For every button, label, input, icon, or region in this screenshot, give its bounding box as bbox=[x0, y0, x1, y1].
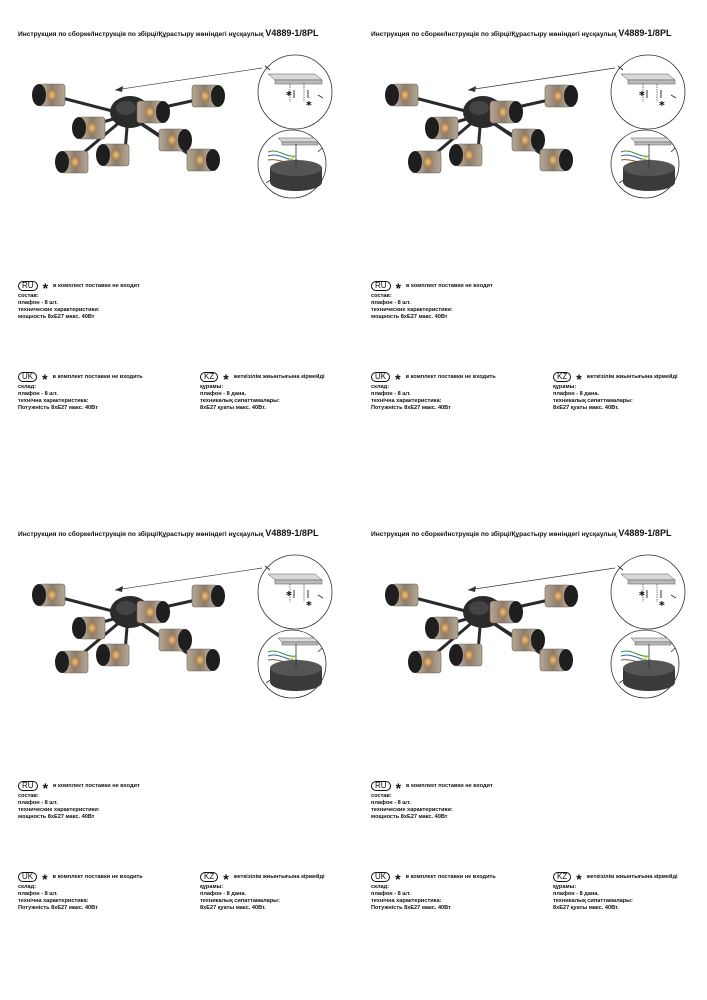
language-badge-ru: RU bbox=[18, 781, 38, 791]
language-badge-kz: KZ bbox=[200, 872, 218, 882]
spec-line: технічна характеристика: bbox=[18, 398, 89, 404]
not-included-note: в комплект поставки не входит bbox=[53, 282, 140, 289]
title-text: Инструкция по сборке/Інструкція по збірці/Құрастыру жөніндегі нұсқаулық bbox=[371, 531, 617, 538]
spec-line: плафон - 8 шт. bbox=[18, 891, 58, 897]
spec-line: технічна характеристика: bbox=[18, 898, 89, 904]
ru-section bbox=[18, 280, 140, 321]
spec-line: склад: bbox=[371, 384, 390, 390]
asterisk-icon: * bbox=[42, 780, 49, 796]
lamp-assembly-illustration bbox=[0, 540, 353, 700]
spec-line: мощность 8хЕ27 макс. 40Вт bbox=[371, 314, 448, 320]
spec-line: 8хЕ27 қуаты макс. 40Вт. bbox=[553, 905, 619, 911]
language-badge-ru: RU bbox=[18, 281, 38, 291]
language-badge-kz: KZ bbox=[200, 372, 218, 382]
spec-line: технічна характеристика: bbox=[371, 898, 442, 904]
spec-line: құрамы: bbox=[553, 384, 577, 390]
spec-line: плафон - 8 шт. bbox=[371, 891, 411, 897]
spec-line: плафон - 8 шт. bbox=[371, 300, 411, 306]
not-included-note: в комплект поставки не входить bbox=[52, 873, 143, 880]
uk-section bbox=[18, 371, 143, 412]
language-badge-uk: UK bbox=[371, 872, 390, 882]
asterisk-icon: * bbox=[576, 371, 582, 387]
asterisk-icon: * bbox=[223, 371, 229, 387]
spec-line: Потужність 8хЕ27 макс. 40Вт bbox=[18, 905, 98, 911]
spec-line: технічна характеристика: bbox=[371, 398, 442, 404]
spec-line: склад: bbox=[18, 884, 37, 890]
instruction-sheet bbox=[353, 500, 706, 1000]
ru-section bbox=[371, 780, 493, 821]
instruction-sheet bbox=[0, 0, 353, 500]
asterisk-icon: * bbox=[42, 280, 49, 296]
sheet-title bbox=[18, 28, 318, 38]
asterisk-icon: * bbox=[395, 280, 402, 296]
ru-section bbox=[18, 780, 140, 821]
kz-section bbox=[200, 371, 325, 412]
kz-section bbox=[200, 871, 325, 912]
spec-line: склад: bbox=[371, 884, 390, 890]
language-badge-uk: UK bbox=[18, 872, 37, 882]
kz-section bbox=[553, 871, 678, 912]
spec-line: техникалық сипаттамалары: bbox=[553, 398, 633, 404]
spec-line: техникалық сипаттамалары: bbox=[200, 398, 280, 404]
not-included-note: жеткізілім жиынтығына кірмейді bbox=[586, 373, 678, 380]
asterisk-icon: * bbox=[223, 871, 229, 887]
spec-line: плафон - 8 шт. bbox=[18, 800, 58, 806]
spec-line: плафон - 8 шт. bbox=[371, 391, 411, 397]
asterisk-icon: * bbox=[395, 780, 402, 796]
spec-line: технические характеристики: bbox=[371, 307, 453, 313]
asterisk-icon: * bbox=[395, 871, 401, 887]
not-included-note: жеткізілім жиынтығына кірмейді bbox=[233, 873, 325, 880]
spec-line: плафон - 8 дана. bbox=[200, 391, 247, 397]
language-badge-uk: UK bbox=[371, 372, 390, 382]
spec-line: Потужність 8хЕ27 макс. 40Вт bbox=[18, 405, 98, 411]
uk-section bbox=[371, 371, 496, 412]
model-number: V4889-1/8PL bbox=[618, 528, 672, 538]
spec-line: технические характеристики: bbox=[18, 807, 100, 813]
spec-line: 8хЕ27 қуаты макс. 40Вт. bbox=[200, 405, 266, 411]
spec-line: құрамы: bbox=[200, 884, 224, 890]
sheet-title bbox=[371, 28, 671, 38]
spec-line: технические характеристики: bbox=[18, 307, 100, 313]
spec-line: технические характеристики: bbox=[371, 807, 453, 813]
lamp-assembly-illustration bbox=[353, 40, 706, 200]
title-text: Инструкция по сборке/Інструкція по збірці/Құрастыру жөніндегі нұсқаулық bbox=[18, 531, 264, 538]
language-badge-ru: RU bbox=[371, 281, 391, 291]
spec-line: мощность 8хЕ27 макс. 40Вт bbox=[18, 814, 95, 820]
spec-line: 8хЕ27 қуаты макс. 40Вт. bbox=[200, 905, 266, 911]
not-included-note: в комплект поставки не входит bbox=[406, 782, 493, 789]
spec-line: плафон - 8 дана. bbox=[553, 391, 600, 397]
language-badge-ru: RU bbox=[371, 781, 391, 791]
spec-line: плафон - 8 дана. bbox=[200, 891, 247, 897]
not-included-note: в комплект поставки не входить bbox=[52, 373, 143, 380]
sheet-title bbox=[18, 528, 318, 538]
not-included-note: в комплект поставки не входит bbox=[406, 282, 493, 289]
spec-line: Потужність 8хЕ27 макс. 40Вт bbox=[371, 905, 451, 911]
spec-line: 8хЕ27 қуаты макс. 40Вт. bbox=[553, 405, 619, 411]
spec-line: плафон - 8 шт. bbox=[371, 800, 411, 806]
not-included-note: жеткізілім жиынтығына кірмейді bbox=[586, 873, 678, 880]
asterisk-icon: * bbox=[42, 871, 48, 887]
model-number: V4889-1/8PL bbox=[265, 528, 319, 538]
language-badge-kz: KZ bbox=[553, 872, 571, 882]
spec-line: состав: bbox=[18, 793, 39, 799]
instruction-sheet bbox=[353, 0, 706, 500]
spec-line: плафон - 8 шт. bbox=[18, 300, 58, 306]
kz-section bbox=[553, 371, 678, 412]
asterisk-icon: * bbox=[42, 371, 48, 387]
lamp-assembly-illustration bbox=[0, 40, 353, 200]
asterisk-icon: * bbox=[395, 371, 401, 387]
uk-section bbox=[371, 871, 496, 912]
spec-line: состав: bbox=[371, 793, 392, 799]
spec-line: техникалық сипаттамалары: bbox=[200, 898, 280, 904]
spec-line: состав: bbox=[371, 293, 392, 299]
spec-line: құрамы: bbox=[200, 384, 224, 390]
model-number: V4889-1/8PL bbox=[618, 28, 672, 38]
ru-section bbox=[371, 280, 493, 321]
not-included-note: в комплект поставки не входить bbox=[405, 373, 496, 380]
spec-line: мощность 8хЕ27 макс. 40Вт bbox=[18, 314, 95, 320]
sheet-title bbox=[371, 528, 671, 538]
asterisk-icon: * bbox=[576, 871, 582, 887]
spec-line: құрамы: bbox=[553, 884, 577, 890]
spec-line: техникалық сипаттамалары: bbox=[553, 898, 633, 904]
spec-line: плафон - 8 шт. bbox=[18, 391, 58, 397]
lamp-assembly-illustration bbox=[353, 540, 706, 700]
not-included-note: в комплект поставки не входит bbox=[53, 782, 140, 789]
model-number: V4889-1/8PL bbox=[265, 28, 319, 38]
uk-section bbox=[18, 871, 143, 912]
title-text: Инструкция по сборке/Інструкція по збірці/Құрастыру жөніндегі нұсқаулық bbox=[18, 31, 264, 38]
spec-line: плафон - 8 дана. bbox=[553, 891, 600, 897]
language-badge-uk: UK bbox=[18, 372, 37, 382]
not-included-note: в комплект поставки не входить bbox=[405, 873, 496, 880]
spec-line: склад: bbox=[18, 384, 37, 390]
instruction-sheet bbox=[0, 500, 353, 1000]
spec-line: состав: bbox=[18, 293, 39, 299]
spec-line: мощность 8хЕ27 макс. 40Вт bbox=[371, 814, 448, 820]
spec-line: Потужність 8хЕ27 макс. 40Вт bbox=[371, 405, 451, 411]
not-included-note: жеткізілім жиынтығына кірмейді bbox=[233, 373, 325, 380]
title-text: Инструкция по сборке/Інструкція по збірці/Құрастыру жөніндегі нұсқаулық bbox=[371, 31, 617, 38]
language-badge-kz: KZ bbox=[553, 372, 571, 382]
